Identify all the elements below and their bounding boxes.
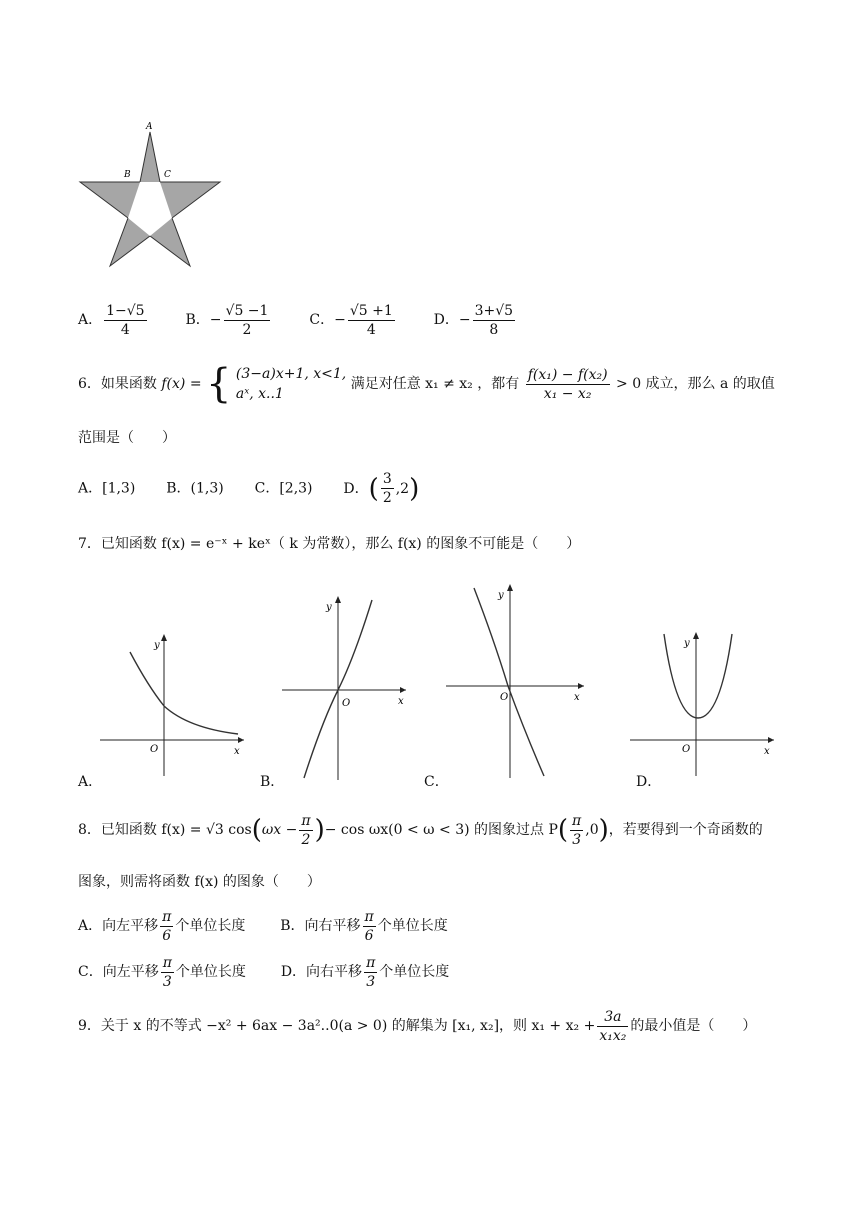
q5-option-d[interactable]: D．− $\frac{3+√5}{8}$ [433, 302, 514, 338]
q5-option-a[interactable]: A． $\frac{1-√5}{4}$ [78, 302, 145, 338]
graph-d-origin: O [682, 744, 691, 755]
q7-graph-c[interactable] [444, 580, 590, 780]
q7-label-b: B． [260, 774, 285, 790]
graph-a-x-label: x [234, 746, 240, 757]
q8-option-a[interactable]: A．向左平移 $\frac{\pi}{6}$ 个单位长度 [78, 908, 246, 944]
graph-b-x-label: x [398, 696, 404, 707]
q6-option-a[interactable]: A．[1,3) [78, 480, 136, 497]
q7-stem: 7．已知函数 f(x) = e⁻ˣ + keˣ（ k 为常数），那么 f(x) 的图象不可能是（ ） [78, 536, 581, 552]
graph-a-origin: O [150, 744, 159, 755]
q8-option-c[interactable]: C．向左平移 $\frac{\pi}{3}$ 个单位长度 [78, 954, 246, 990]
graph-c-origin: O [500, 692, 509, 703]
star-label-a: A [146, 122, 153, 132]
q8-stem: 8．已知函数 f(x) = √3 cos(ωx − $\frac{\pi}{2}$ )− cos ωx(0 < ω < 3) 的图象过点 P( $\frac{\pi}{3}$ ,0)，若要得到一个奇函数的 [78, 812, 763, 848]
graph-c-x-label: x [574, 692, 580, 703]
q7-label-d: D． [636, 774, 662, 790]
q5-option-b[interactable]: B．− $\frac{√5 -1}{2}$ [185, 302, 269, 338]
q5-option-c[interactable]: C．− $\frac{√5 +1}{4}$ [309, 302, 393, 338]
q6-option-d[interactable]: D．( $\frac{3}{2}$ ,2) [343, 471, 420, 506]
star-figure [76, 118, 226, 276]
q8-option-d[interactable]: D．向右平移 $\frac{\pi}{3}$ 个单位长度 [280, 954, 450, 990]
graph-c-y-label: y [498, 590, 504, 601]
q8-options-row1 [78, 904, 448, 948]
q7-graph-d[interactable] [628, 628, 778, 778]
q8-option-b[interactable]: B．向右平移 $\frac{\pi}{6}$ 个单位长度 [280, 908, 448, 944]
q6-option-b[interactable]: B．(1,3) [166, 480, 224, 497]
graph-a-y-label: y [154, 640, 160, 651]
graph-d-y-label: y [684, 638, 690, 649]
star-label-b: B [124, 170, 131, 180]
graph-b-origin: O [342, 698, 351, 709]
graph-b-y-label: y [326, 602, 332, 613]
q6-stem: 6．如果函数 f(x) = { (3−a)x+1, x<1, aˣ, x..1 满足对任意 x₁ ≠ x₂ ，都有 $\frac{\text{f(x₁) − f(x₂)}}{\text{x₁ − x₂}}$ > 0 成立，那么 a 的取值 [78, 361, 775, 407]
q8-stem-line2: 图象，则需将函数 f(x) 的图象（ ） [78, 874, 321, 890]
star-label-c: C [164, 170, 171, 180]
q7-label-c: C． [424, 774, 449, 790]
q5-options [78, 300, 517, 340]
q7-graph-a[interactable] [98, 628, 248, 778]
q9-stem: 9．关于 x 的不等式 −x² + 6ax − 3a²..0(a > 0) 的解集为 [x₁, x₂]，则 x₁ + x₂ + $\frac{3a}{\text{x₁x₂}}$ 的最小值是（ ） [78, 1008, 757, 1044]
graph-d-x-label: x [764, 746, 770, 757]
q7-label-a: A． [78, 774, 103, 790]
q6-options [78, 470, 419, 507]
q6-option-c[interactable]: C．[2,3) [254, 480, 313, 497]
q6-stem-line2: 范围是（ ） [78, 430, 176, 446]
q8-options-row2 [78, 950, 449, 994]
q7-graph-b[interactable] [280, 592, 410, 782]
